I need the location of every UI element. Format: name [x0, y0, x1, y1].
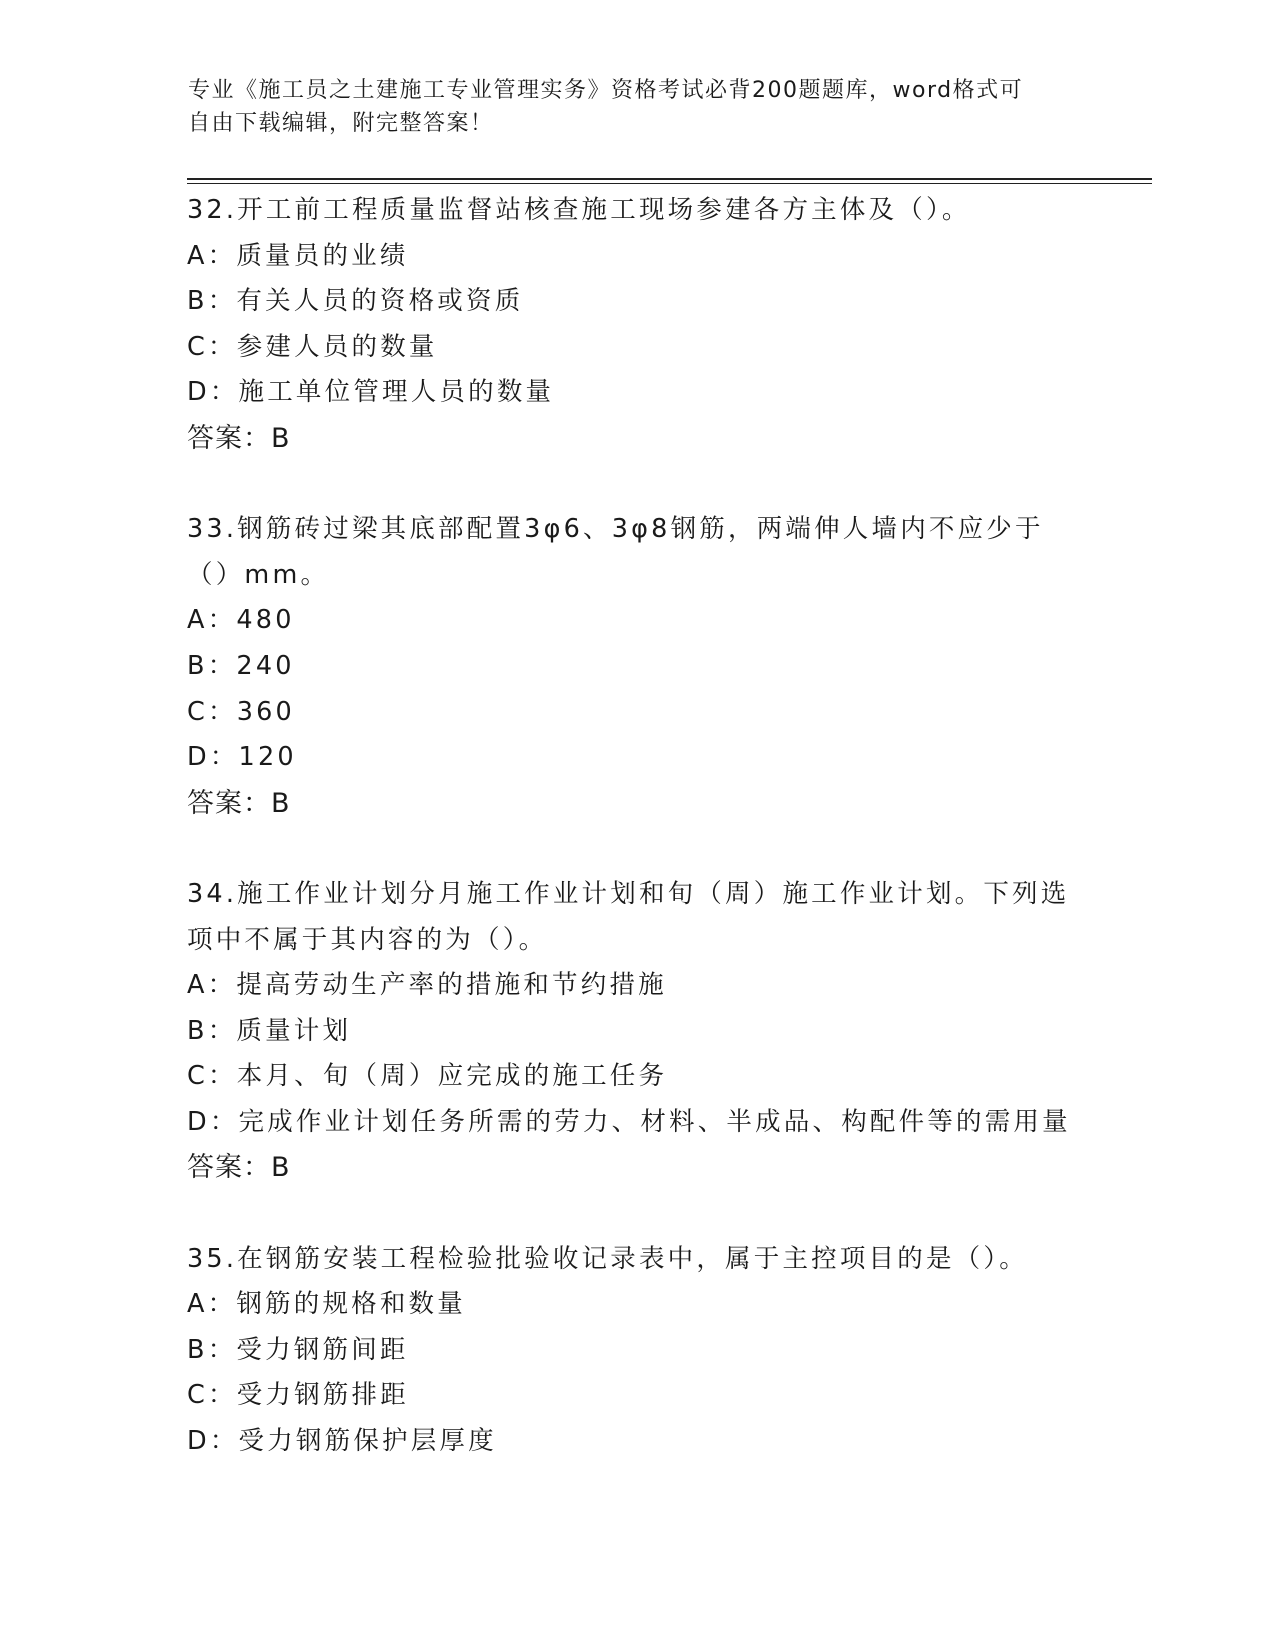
option-d: D：施工单位管理人员的数量 — [187, 377, 555, 408]
question-33 — [187, 507, 1087, 826]
option-b: B：240 — [187, 650, 295, 681]
option-a: A：钢筋的规格和数量 — [187, 1289, 466, 1320]
question-34 — [187, 872, 1087, 1191]
document-header — [188, 74, 1088, 140]
option-c: C：360 — [187, 696, 295, 727]
answer-label: 答案：B — [187, 787, 291, 819]
option-c: C：受力钢筋排距 — [187, 1380, 409, 1411]
option-a: A：480 — [187, 605, 295, 636]
question-list — [187, 188, 1087, 1465]
option-d: D：受力钢筋保护层厚度 — [187, 1426, 497, 1457]
header-line-2: 自由下载编辑，附完整答案！ — [188, 111, 494, 136]
option-a: A：质量员的业绩 — [187, 240, 409, 271]
answer-label: 答案：B — [187, 1152, 291, 1184]
question-spacer — [187, 826, 1087, 872]
option-b: B：质量计划 — [187, 1015, 352, 1046]
question-stem-line-2: 项中不属于其内容的为（）。 — [187, 924, 548, 955]
header-divider-thick — [187, 178, 1152, 180]
question-32 — [187, 188, 1087, 462]
option-a: A：提高劳动生产率的措施和节约措施 — [187, 970, 667, 1001]
header-divider-thin — [187, 183, 1152, 184]
answer-label: 答案：B — [187, 422, 291, 454]
question-stem-line-1: 34.施工作业计划分月施工作业计划和旬（周）施工作业计划。下列选 — [187, 878, 1070, 909]
option-b: B：受力钢筋间距 — [187, 1334, 409, 1365]
question-stem-line-2: （）mm。 — [187, 559, 330, 590]
question-35 — [187, 1237, 1087, 1465]
question-stem: 32.开工前工程质量监督站核查施工现场参建各方主体及（）。 — [187, 195, 971, 225]
option-c: C：本月、旬（周）应完成的施工任务 — [187, 1061, 668, 1092]
option-d: D：120 — [187, 742, 297, 773]
option-c: C：参建人员的数量 — [187, 331, 438, 362]
header-line-1: 专业《施工员之土建施工专业管理实务》资格考试必背200题题库，word格式可 — [188, 78, 1024, 103]
question-stem-line-1: 33.钢筋砖过梁其底部配置3φ6、3φ8钢筋，两端伸人墙内不应少于 — [187, 514, 1044, 545]
question-spacer — [187, 1191, 1087, 1237]
option-b: B：有关人员的资格或资质 — [187, 286, 524, 317]
question-stem: 35.在钢筋安装工程检验批验收记录表中，属于主控项目的是（）。 — [187, 1243, 1029, 1274]
option-d: D：完成作业计划任务所需的劳力、材料、半成品、构配件等的需用量 — [187, 1106, 1071, 1137]
question-spacer — [187, 462, 1087, 508]
